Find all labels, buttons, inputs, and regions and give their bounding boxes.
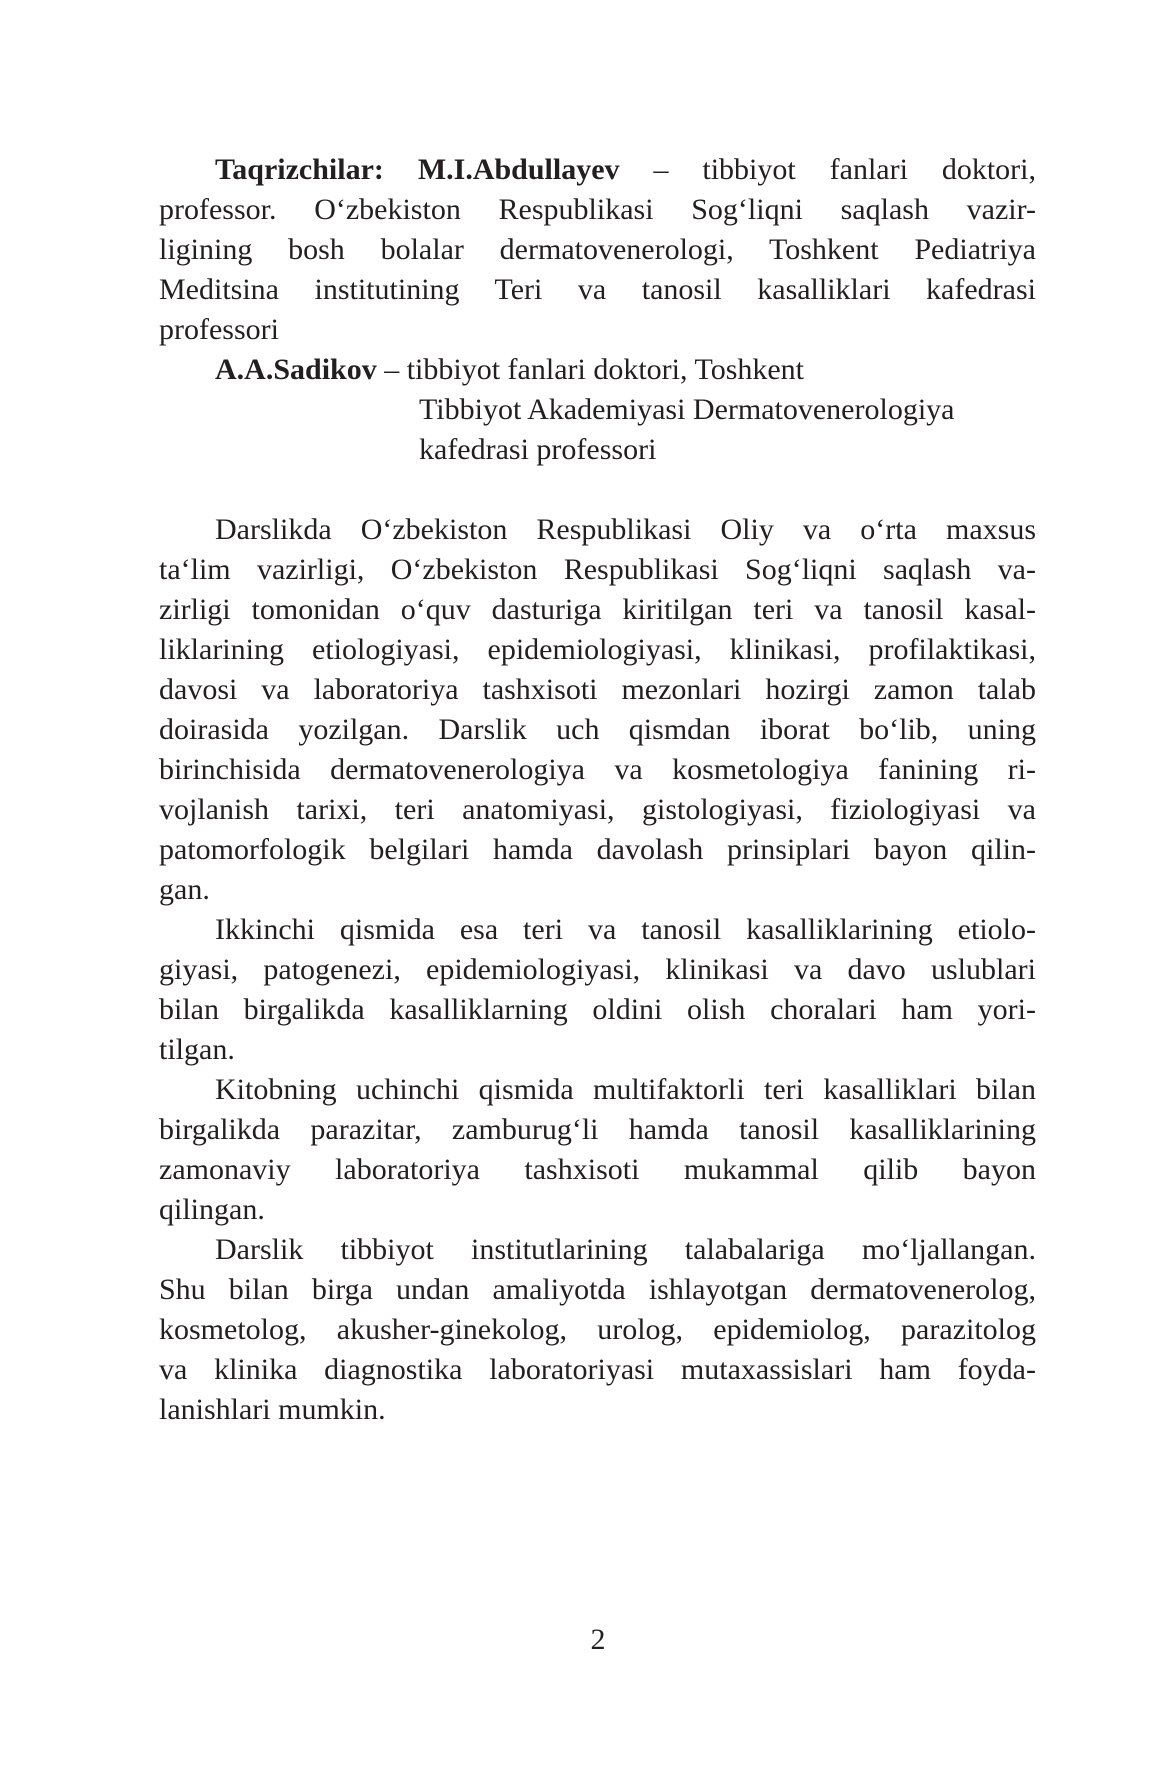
reviewer-2-line-3: kafedrasi professori xyxy=(419,433,657,466)
paragraph-line: birinchisida dermatovenerologiya va kosmetologiya fanining ri- xyxy=(159,753,1036,786)
paragraph-line: va klinika diagnostika laboratoriyasi mutaxassislari ham foyda- xyxy=(159,1353,1036,1386)
reviewer-2-line-2: Tibbiyot Akademiyasi Dermatovenerologiya xyxy=(419,393,955,426)
paragraph-line: tilgan. xyxy=(159,1033,235,1066)
paragraph-line: davosi va laboratoriya tashxisoti mezonlari hozirgi zamon talab xyxy=(159,673,1036,706)
paragraph-line: birgalikda parazitar, zamburug‘li hamda tanosil kasalliklarining xyxy=(159,1113,1036,1146)
paragraph-line: Kitobning uchinchi qismida multifaktorli teri kasalliklari bilan xyxy=(215,1073,1036,1106)
paragraph-line: liklarining etiologiyasi, epidemiologiyasi, klinikasi, profilaktikasi, xyxy=(159,633,1036,666)
reviewer-2-text: – tibbiyot fanlari doktori, Toshkent xyxy=(376,353,805,386)
paragraph-line: ta‘lim vazirligi, O‘zbekiston Respublikasi Sog‘liqni saqlash va- xyxy=(159,553,1036,586)
reviewers-block xyxy=(159,150,1036,350)
reviewer-2-name: A.A.Sadikov xyxy=(215,353,377,386)
reviewer-1-line-4: Meditsina institutining Teri va tanosil kasalliklari kafedrasi xyxy=(159,273,1036,306)
reviewer-1-line-3: ligining bosh bolalar dermatovenerologi, Toshkent Pediatriya xyxy=(159,233,1036,266)
paragraph-3 xyxy=(159,1070,1036,1230)
reviewer-1-line-2: professor. O‘zbekiston Respublikasi Sog‘liqni saqlash vazir- xyxy=(159,193,1036,226)
paragraph-2 xyxy=(159,910,1036,1070)
section-spacer xyxy=(159,470,1036,510)
reviewers-label: Taqrizchilar: xyxy=(215,153,384,186)
paragraph-line: Darslikda O‘zbekiston Respublikasi Oliy va o‘rta maxsus xyxy=(215,513,1036,546)
paragraph-4 xyxy=(159,1230,1036,1430)
paragraph-line: Ikkinchi qismida esa teri va tanosil kasalliklarining etiolo- xyxy=(215,913,1036,946)
paragraph-line: zamonaviy laboratoriya tashxisoti mukammal qilib bayon xyxy=(159,1153,1036,1186)
paragraph-line: patomorfologik belgilari hamda davolash prinsiplari bayon qilin- xyxy=(159,833,1036,866)
reviewer-1-line-5: professori xyxy=(159,313,279,346)
paragraph-line: doirasida yozilgan. Darslik uch qismdan iborat bo‘lib, uning xyxy=(159,713,1036,746)
reviewer-1-text: – tibbiyot fanlari doktori, xyxy=(619,153,1037,186)
paragraph-line: vojlanish tarixi, teri anatomiyasi, gistologiyasi, fiziologiyasi va xyxy=(159,793,1036,826)
paragraph-line: lanishlari mumkin. xyxy=(159,1393,386,1426)
paragraph-line: gan. xyxy=(159,873,210,906)
reviewer-2-block xyxy=(159,350,1036,470)
paragraph-line: qilingan. xyxy=(159,1193,265,1226)
reviewer-1-name: M.I.Abdullayev xyxy=(417,153,620,186)
paragraph-line: zirligi tomonidan o‘quv dasturiga kiritilgan teri va tanosil kasal- xyxy=(159,593,1036,626)
paragraph-line: Darslik tibbiyot institutlarining talabalariga mo‘ljallangan. xyxy=(215,1233,1036,1266)
reviewer-1-line-1 xyxy=(159,150,1036,190)
paragraph-1 xyxy=(159,510,1036,910)
paragraph-line: kosmetolog, akusher-ginekolog, urolog, epidemiolog, parazitolog xyxy=(159,1313,1036,1346)
paragraph-line: giyasi, patogenezi, epidemiologiyasi, klinikasi va davo uslublari xyxy=(159,953,1036,986)
reviewer-2-line-1 xyxy=(159,350,1036,390)
paragraph-line: bilan birgalikda kasalliklarning oldini olish choralari ham yori- xyxy=(159,993,1036,1026)
page-number: 2 xyxy=(590,1623,606,1656)
page-content xyxy=(159,150,1036,1430)
paragraph-line: Shu bilan birga undan amaliyotda ishlayotgan dermatovenerolog, xyxy=(159,1273,1036,1306)
